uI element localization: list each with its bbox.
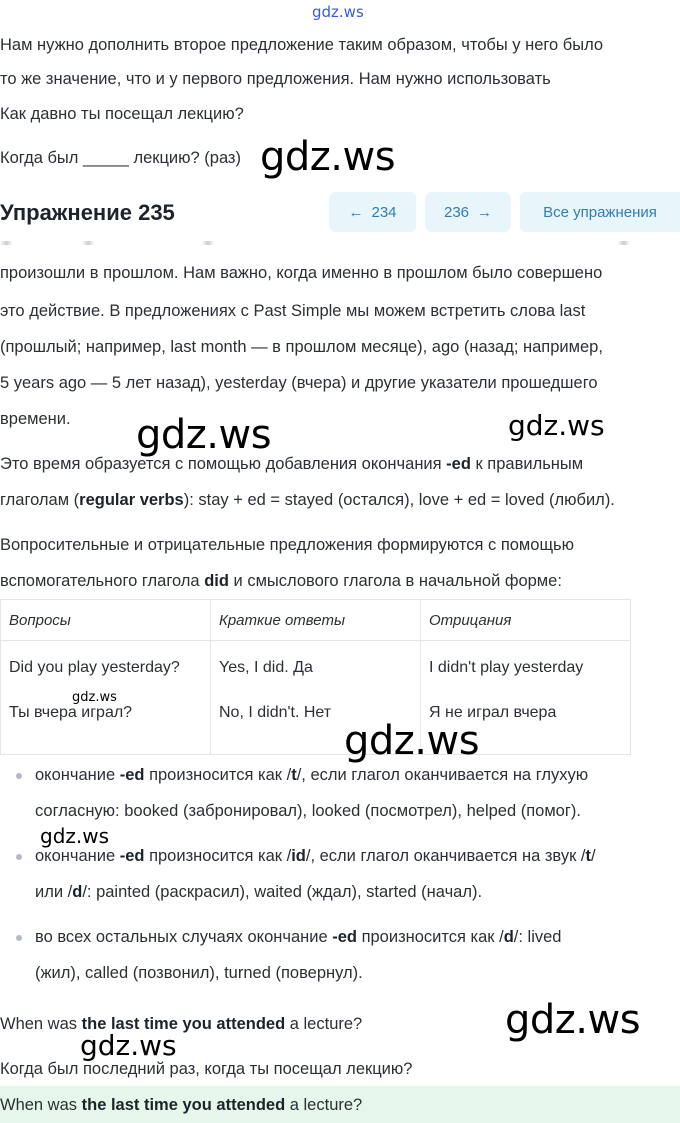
- paragraph-line: 5 years ago — 5 лет назад), yesterday (вчера) и другие указатели прошедшего: [0, 374, 598, 392]
- watermark: gdz.ws: [80, 1029, 177, 1062]
- term-did: did: [204, 572, 229, 590]
- paragraph-line: [0, 571, 562, 591]
- bullet-line: [35, 882, 482, 902]
- final-answer: [0, 1095, 362, 1115]
- text: и смыслового глагола в начальной форме:: [228, 572, 562, 590]
- paragraph-line: Вопросительные и отрицательные предложения формируются с помощью: [0, 536, 574, 554]
- bullet-line: (жил), called (позвонил), turned (повернул).: [35, 964, 363, 982]
- text: When was: [0, 1015, 82, 1033]
- cell-line: Did you play yesterday?: [9, 659, 180, 676]
- answer-phrase: the last time you attended: [81, 1096, 286, 1114]
- all-exercises-label: Все упражнения: [543, 203, 657, 221]
- sound: d: [72, 883, 83, 901]
- sound: d: [503, 928, 514, 946]
- cell-line: I didn't play yesterday: [429, 659, 584, 676]
- intro-line: то же значение, что и у первого предложения. Нам нужно использовать: [0, 70, 551, 88]
- table-header: Краткие ответы: [211, 600, 421, 641]
- sound: id: [291, 847, 306, 865]
- watermark: gdz.ws: [260, 134, 396, 180]
- text: /, если глагол оканчивается на звук /: [305, 847, 586, 865]
- sound: t: [291, 766, 297, 784]
- cropped-line-remnant: [0, 241, 630, 245]
- all-exercises-button[interactable]: [520, 192, 680, 232]
- answer-question: [0, 1014, 362, 1034]
- top-watermark: gdz.ws: [312, 3, 364, 21]
- next-exercise-label: 236: [443, 203, 470, 221]
- exercise-title: Упражнение 235: [0, 200, 175, 225]
- text: /, если глагол оканчивается на глухую: [296, 766, 589, 784]
- bullet-dot: [16, 773, 22, 779]
- watermark: gdz.ws: [344, 718, 480, 764]
- prev-exercise-button[interactable]: [329, 192, 416, 232]
- bullet-line: [35, 927, 561, 947]
- cell-line: Yes, I did. Да: [219, 659, 313, 676]
- text: When was: [0, 1096, 82, 1114]
- table-header: Отрицания: [421, 600, 631, 641]
- ending-ed: -ed: [446, 455, 471, 473]
- watermark: gdz.ws: [505, 997, 641, 1043]
- text: во всех остальных случаях окончание: [35, 928, 333, 946]
- paragraph-line: времени.: [0, 410, 71, 428]
- grammar-table: [0, 599, 631, 755]
- cell-line: No, I didn't. Нет: [219, 704, 332, 721]
- ending-ed: -ed: [119, 766, 145, 784]
- text: окончание: [35, 766, 120, 784]
- table-header: Вопросы: [1, 600, 211, 641]
- text: произносится как /: [144, 766, 292, 784]
- intro-line: Нам нужно дополнить второе предложение таким образом, чтобы у него было: [0, 36, 604, 54]
- term-regular-verbs: regular verbs: [79, 491, 184, 509]
- bullet-dot: [16, 854, 22, 860]
- ending-ed: -ed: [119, 847, 145, 865]
- arrow-left-icon: ←: [348, 203, 364, 221]
- text: или /: [35, 883, 73, 901]
- watermark: gdz.ws: [136, 412, 272, 458]
- text: окончание: [35, 847, 120, 865]
- text: вспомогательного глагола: [0, 572, 205, 590]
- watermark: gdz.ws: [40, 824, 110, 848]
- paragraph-line: (прошлый; например, last month — в прошлом месяце), ago (назад; например,: [0, 338, 603, 356]
- text: /: painted (раскрасил), waited (ждал), started (начал).: [82, 883, 483, 901]
- ending-ed: -ed: [332, 928, 357, 946]
- paragraph-line: [0, 490, 615, 510]
- watermark: gdz.ws: [72, 690, 117, 705]
- intro-gap-sentence: Когда был _____ лекцию? (раз): [0, 149, 241, 167]
- bullet-line: [35, 846, 596, 866]
- bullet-dot: [16, 935, 22, 941]
- sound: t: [585, 847, 591, 865]
- text: a lecture?: [285, 1096, 363, 1114]
- cell-line: Ты вчера играл?: [9, 704, 133, 721]
- arrow-right-icon: →: [477, 203, 493, 221]
- bullet-line: [35, 765, 588, 785]
- text: a lecture?: [285, 1015, 363, 1033]
- bullet-line: согласную: booked (забронировал), looked (посмотрел), helped (помог).: [35, 802, 581, 820]
- text: произносится как /: [356, 928, 504, 946]
- table-header-row: [1, 600, 631, 641]
- cell-line: Я не играл вчера: [429, 704, 557, 721]
- answer-phrase: the last time you attended: [81, 1015, 286, 1033]
- next-exercise-button[interactable]: [425, 192, 511, 232]
- intro-question: Как давно ты посещал лекцию?: [0, 105, 244, 123]
- text: /: lived: [513, 928, 562, 946]
- text: Это время образуется с помощью добавления окончания: [0, 455, 447, 473]
- watermark: gdz.ws: [508, 409, 605, 442]
- text: произносится как /: [144, 847, 292, 865]
- paragraph-line: произошли в прошлом. Нам важно, когда именно в прошлом было совершено: [0, 264, 603, 282]
- answer-translation: Когда был последний раз, когда ты посещал лекцию?: [0, 1060, 413, 1078]
- paragraph-line: [0, 454, 583, 474]
- prev-exercise-label: 234: [371, 203, 397, 221]
- paragraph-line: это действие. В предложениях с Past Simple мы можем встретить слова last: [0, 302, 586, 320]
- text: глаголам (: [0, 491, 80, 509]
- text: к правильным: [470, 455, 584, 473]
- text: /: [590, 847, 596, 865]
- text: ): stay + ed = stayed (остался), love + ed = loved (любил).: [183, 491, 615, 509]
